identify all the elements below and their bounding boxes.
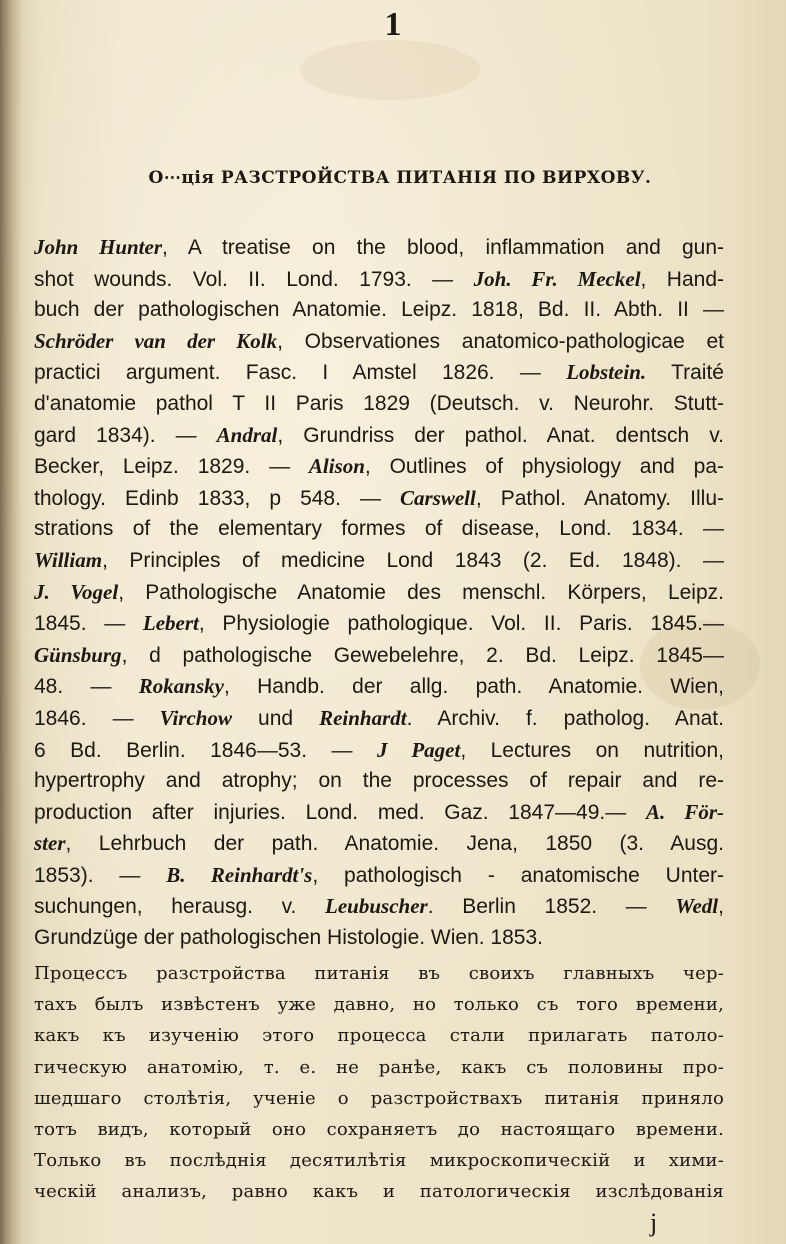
bibliography-line: [34, 232, 724, 264]
bibliography-line: [34, 483, 724, 515]
author-name: Lobstein.: [566, 360, 647, 385]
citation-text: Traité: [646, 361, 724, 385]
citation-text: und: [231, 706, 320, 730]
bibliography-line: [34, 420, 724, 452]
body-text-line: какъ къ изученію этого процесса стали прилагать патоло-: [34, 1025, 724, 1047]
citation-text: ,: [718, 895, 724, 919]
citation-text: 1845. —: [34, 612, 143, 636]
signature-mark: j: [650, 1208, 658, 1237]
citation-text: gard 1834). —: [34, 423, 217, 447]
body-text-line: гическую анатомію, т. е. не ранѣе, какъ съ половины про-: [34, 1056, 724, 1078]
citation-text: production after injuries. Lond. med. Gaz. 1847—49.—: [34, 800, 646, 824]
citation-text: d'anatomie pathol T II Paris 1829 (Deutsch. v. Neurohr. Stutt-: [34, 391, 724, 415]
citation-text: . Berlin 1852. —: [427, 895, 676, 919]
citation-text: , Handb. der allg. path. Anatomie. Wien,: [223, 675, 724, 699]
citation-text: , Pathol. Anatomy. Illu-: [475, 486, 724, 510]
citation-text: , Outlines of physiology and pa-: [364, 455, 724, 479]
citation-text: , A treatise on the blood, inflammation and gun-: [162, 236, 724, 259]
bibliography-line: [34, 671, 724, 703]
citation-text: hypertrophy and atrophy; on the processes of repair and re-: [34, 769, 724, 793]
citation-text: strations of the elementary formes of disease, Lond. 1834. —: [34, 517, 724, 541]
citation-text: 1853). —: [34, 863, 167, 887]
bibliography-line: [34, 923, 724, 954]
author-name: A. För-: [645, 799, 724, 824]
citation-text: shot wounds. Vol. II. Lond. 1793. —: [34, 267, 474, 291]
author-name: Reinhardt: [319, 705, 407, 730]
citation-text: thology. Edinb 1833, p 548. —: [34, 486, 400, 510]
bibliography-line: [34, 357, 724, 389]
body-text-line: тотъ видъ, который оно сохраняетъ до настоящаго времени.: [34, 1119, 724, 1141]
bibliography-line: [34, 514, 724, 545]
bibliography-line: [34, 891, 724, 923]
body-text-line: шедшаго столѣтія, ученіе о разстройствахъ питанія приняло: [34, 1087, 724, 1109]
author-name: J Paget: [376, 737, 461, 762]
bibliography-line: [34, 860, 724, 892]
bibliography-line: [34, 640, 724, 672]
bibliography-line: [34, 264, 724, 296]
citation-text: . Archiv. f. patholog. Anat.: [406, 706, 724, 730]
body-text-line: Процессъ разстройства питанія въ своихъ главныхъ чер-: [34, 963, 724, 984]
page-binding-shadow: [0, 0, 22, 1244]
citation-text: buch der pathologischen Anatomie. Leipz. 1818, Bd. II. Abth. II —: [34, 298, 724, 322]
page-number: 1: [384, 6, 402, 43]
citation-text: , Physiologie pathologique. Vol. II. Paris. 1845.—: [198, 612, 724, 636]
author-name: Alison: [308, 454, 365, 479]
citation-text: suchungen, herausg. v.: [34, 895, 326, 919]
bibliography-line: [34, 766, 724, 797]
author-name: J. Vogel: [34, 579, 119, 604]
citation-text: , Lectures on nutrition,: [460, 738, 724, 762]
author-name: Lebert: [142, 611, 199, 636]
citation-text: , Principles of medicine Lond 1843 (2. Ed. 1848). —: [102, 548, 724, 572]
citation-text: 48. —: [34, 675, 139, 699]
bibliography-line: [34, 703, 724, 735]
author-name: Leubuscher: [325, 894, 428, 919]
citation-text: , Pathologische Anatomie des menschl. Körpers, Leipz.: [118, 580, 724, 604]
author-name: Schröder van der Kolk: [34, 328, 278, 353]
body-text-line: тахъ былъ извѣстенъ уже давно, но только съ того времени,: [34, 994, 724, 1016]
bibliography-line: [34, 735, 724, 767]
chapter-title: О⋯ція РАЗСТРОЙСТВА ПИТАНІЯ ПО ВИРХОВУ.: [148, 168, 652, 188]
citation-text: 1846. —: [34, 706, 160, 730]
bibliography-line: [34, 545, 724, 577]
body-text-line: Только въ послѣднія десятилѣтія микроскопическій и хими-: [34, 1150, 724, 1172]
bibliography-line: [34, 451, 724, 483]
bibliography-line: [34, 577, 724, 609]
bibliography-block: [34, 232, 724, 954]
citation-text: Becker, Leipz. 1829. —: [34, 455, 309, 479]
author-name: Günsburg: [34, 642, 122, 667]
bibliography-line: [34, 608, 724, 640]
author-name: ster: [34, 831, 66, 856]
citation-text: , d pathologische Gewebelehre, 2. Bd. Leipz. 1845—: [121, 643, 724, 667]
author-name: John Hunter: [34, 235, 163, 259]
author-name: Carswell: [400, 485, 476, 510]
citation-text: Grundzüge der pathologischen Histologie. Wien. 1853.: [34, 926, 543, 950]
author-name: B. Reinhardt's: [166, 862, 313, 887]
author-name: Joh. Fr. Meckel: [473, 266, 641, 291]
citation-text: , Lehrbuch der path. Anatomie. Jena, 1850 (3. Ausg.: [65, 832, 724, 856]
citation-text: , Grundriss der pathol. Anat. dentsch v.: [277, 423, 724, 447]
bibliography-line: [34, 797, 724, 829]
bibliography-line: [34, 389, 724, 420]
citation-text: , Hand-: [640, 267, 725, 291]
paper-stain: [300, 40, 480, 100]
body-text: [34, 958, 724, 1208]
author-name: Rokansky: [138, 674, 224, 699]
bibliography-line: [34, 295, 724, 326]
bibliography-line: [34, 326, 724, 358]
citation-text: practici argument. Fasc. I Amstel 1826. —: [34, 361, 567, 385]
author-name: Virchow: [159, 705, 232, 730]
bibliography-line: [34, 828, 724, 860]
citation-text: , Observationes anatomico-pathologicae et: [277, 329, 724, 353]
citation-text: , pathologisch - anatomische Unter-: [312, 863, 724, 887]
author-name: Wedl: [675, 894, 719, 919]
author-name: William: [34, 547, 103, 572]
citation-text: 6 Bd. Berlin. 1846—53. —: [34, 738, 377, 762]
author-name: Andral: [216, 422, 278, 447]
body-text-line: ческій анализъ, равно какъ и патологическія изслѣдованія: [34, 1181, 724, 1203]
